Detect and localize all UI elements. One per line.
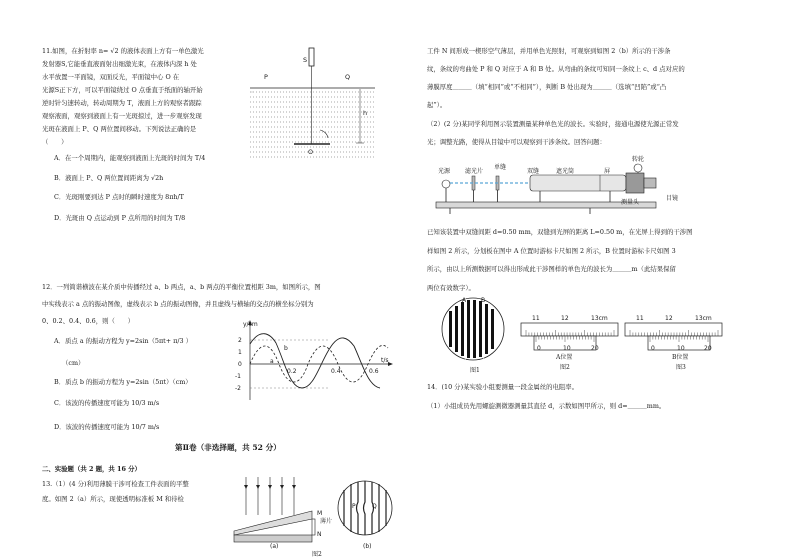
section-subtitle: 二、实验题（共 2 题，共 16 分） xyxy=(42,465,141,473)
q12-graph-xlabel: t/s xyxy=(381,357,389,364)
apparatus-diagram xyxy=(430,156,690,216)
q12-graph-ytick: -1 xyxy=(235,373,241,380)
q12-wave-graph xyxy=(230,318,400,403)
right-line5: （2）(2 分)某同学利用图示装置测量某种单色光的波长。实验时，接通电源使光源正常发 xyxy=(427,120,679,128)
q11-option-c: C．光斑刚要到达 P 点时的瞬时速度为 8πh/T xyxy=(54,193,184,201)
q12-line2: 中实线表示 a 点的振动图像，虚线表示 b 点的振动图像，并且虚线与横轴的交点的横坐标分别为 xyxy=(42,300,314,308)
q12-graph-xtick: 0.2 xyxy=(287,368,297,375)
right-line4: 起”）。 xyxy=(427,101,447,109)
right-line2: 纹，条纹的弯曲处 P 和 Q 对应于 A 和 B 处。从弯曲的条纹可知同一条纹上 c、d 点对应的 xyxy=(427,65,685,73)
q14-line: 14．(10 分)某实验小组要测量一段金属丝的电阻率。 xyxy=(427,383,579,391)
apparatus-label-filter: 滤光片 xyxy=(465,168,484,175)
vernier-a-vtick: 10 xyxy=(563,345,571,352)
vernier-a-label: A位置 xyxy=(556,354,573,361)
apparatus-label-eyepiece: 目镜 xyxy=(666,195,679,202)
vernier-b-tick: 12 xyxy=(665,315,673,322)
q11-option-d: D．光斑由 Q 点运动到 P 点所用的时间为 T/8 xyxy=(54,214,186,222)
vernier-a-vtick: 0 xyxy=(537,345,541,352)
right-line9: 所示，由以上所测数据可以得出形成此干涉图样的单色光的波长为＿＿＿m（此结果保留 xyxy=(427,265,676,273)
q13-fig-caption-b: (b) xyxy=(363,543,372,550)
apparatus-label-screen: 屏 xyxy=(604,168,611,175)
vernier-a-tick: 11 xyxy=(532,315,540,322)
q13-fig-label-p: P xyxy=(352,503,356,510)
vernier-b-tick: 11 xyxy=(636,315,644,322)
right-line1: 工件 N 间形成一楔形空气薄层，并用单色光照射，可观察到如图 2（b）所示的干涉条 xyxy=(427,47,671,55)
q13-line1: 13.（1）(4 分)利用薄膜干涉可检查工件表面的平整 xyxy=(42,480,189,488)
q12-option-a-unit: （cm） xyxy=(62,359,85,367)
q12-graph-ytick: 2 xyxy=(238,337,242,344)
q11-line3: 水平放置一平面镜，双面反光，平面镜中心 O 在 xyxy=(42,73,180,81)
vernier-b-label: B位置 xyxy=(672,354,689,361)
q12-graph-label-b: b xyxy=(284,345,288,352)
vernier-a-tick: 13cm xyxy=(591,315,608,322)
right-line8: 样如图 2 所示，分划板在图中 A 位置时游标卡尺如图 2 所示，B 位置时游标卡尺如图 3 xyxy=(427,247,676,255)
q11-figure xyxy=(250,42,385,167)
fringe-label-a: A xyxy=(462,297,467,304)
q12-graph-ytick: -2 xyxy=(235,385,241,392)
section-title: 第Ⅱ卷（非选择题，共 52 分） xyxy=(175,443,281,452)
fringe-label-b: B xyxy=(481,297,486,304)
right-line7: 已知该装置中双缝间距 d=0.50 mm，双缝到光屏的距离 L=0.50 m，在光屏上得到的干涉图 xyxy=(427,228,693,236)
q11-option-a: A．在一个周期内，能观察到液面上光斑的时间为 T/4 xyxy=(54,154,206,162)
q11-fig-label-o: O xyxy=(308,148,314,156)
q12-line1: 12．一列简谐横波在某介质中传播经过 a、b 两点，a、b 两点的平衡位置相距 3m，如图所示，图 xyxy=(42,283,321,291)
vernier-b-vtick: 0 xyxy=(651,345,655,352)
q12-graph-label-a: a xyxy=(270,358,274,365)
apparatus-label-tube: 遮光筒 xyxy=(556,168,575,175)
q12-option-d: D．该波的传播速度可能为 10/7 m/s xyxy=(54,423,160,431)
vernier-a-tick: 12 xyxy=(561,315,569,322)
vernier-a-caption: 图2 xyxy=(560,364,570,371)
apparatus-label-wheel: 转轮 xyxy=(632,156,645,163)
q11-fig-label-h: h xyxy=(363,109,368,117)
right-line10: 两位有效数字）。 xyxy=(427,284,475,292)
q11-line5: 逆时针匀速转动，转动周期为 T，液面上方的观察者跟踪 xyxy=(42,99,202,107)
q13-line2: 度。如图 2（a）所示，现使透明标准板 M 和待检 xyxy=(42,495,184,503)
right-line6: 光；调整光路，使得从目镜中可以观察到干涉条纹。回答问题： xyxy=(427,138,606,146)
apparatus-label-double-slit: 双缝 xyxy=(527,168,540,175)
q11-fig-label-s: S xyxy=(303,56,308,64)
vernier-b-vtick: 10 xyxy=(677,345,685,352)
q11-line1: 11.如图，在折射率 n= √2 的液体表面上方有一单色激光 xyxy=(42,47,204,55)
q14-sub1: （1）小组成员先用螺旋测微器测量其直径 d，示数如图甲所示，则 d=＿＿＿mm。 xyxy=(427,402,666,410)
apparatus-label-single-slit: 单缝 xyxy=(494,164,507,171)
vernier-b-vtick: 20 xyxy=(704,345,712,352)
q12-option-b: B．质点 b 的振动方程为 y=2sin（5πt）（cm） xyxy=(54,378,192,386)
q13-fig-label-q: Q xyxy=(372,503,377,510)
fringe-pattern-figure xyxy=(440,296,506,362)
q12-graph-xtick: 0.6 xyxy=(369,368,379,375)
q12-option-a: A．质点 a 的振动方程为 y=2sin（5πt+ π/3 ） xyxy=(54,337,192,345)
q12-graph-ylabel: y/cm xyxy=(243,321,258,328)
q11-fig-label-p: P xyxy=(264,73,268,81)
apparatus-label-head: 测量头 xyxy=(621,199,640,206)
q11-line7: 光斑在液面上 P、Q 两位置间移动。下列说法正确的是 xyxy=(42,125,197,133)
q11-line6: 观察液面，观察到液面上有一光斑掠过，进一步观察发现 xyxy=(42,112,202,120)
q12-graph-xtick: 0.4 xyxy=(331,368,341,375)
q11-line4: 光源S正下方，可以平面镜绕过 O 点垂直于纸面的轴开始 xyxy=(42,86,203,94)
right-line3: 薄膜厚度＿＿＿（填“相同”或“不相同”），判断 B 处出现为＿＿＿（选填“凹陷”或“凸 xyxy=(427,83,667,91)
fringe-caption: 图1 xyxy=(470,367,480,374)
q12-graph-ytick: 0 xyxy=(238,361,242,368)
q12-line3: 0、0.2、0.4、0.6，则（ ） xyxy=(42,317,135,325)
vernier-b-caption: 图3 xyxy=(676,364,686,371)
q13-figure-a xyxy=(228,475,328,545)
vernier-a-vtick: 20 xyxy=(591,345,599,352)
q11-line2: 发射器S,它能垂直液面射出细激光束，在液体内深 h 处 xyxy=(42,60,197,68)
q13-fig-caption-a: (a) xyxy=(270,543,279,550)
q13-fig-label-m: M xyxy=(317,510,323,517)
q13-figure-b xyxy=(335,478,395,540)
q13-fig-label-n: N xyxy=(317,531,322,538)
q12-graph-ytick: 1 xyxy=(238,349,242,356)
apparatus-label-source: 光源 xyxy=(438,168,451,175)
q13-fig-label-piece: 薄片 xyxy=(320,518,333,525)
q11-paren: （ ） xyxy=(42,138,68,146)
q11-option-b: B．液面上 P、Q 两位置间距离为 √2h xyxy=(54,174,164,182)
q11-fig-label-q: Q xyxy=(345,73,351,81)
vernier-b-tick: 13cm xyxy=(695,315,712,322)
q12-option-c: C．该波的传播速度可能为 10/3 m/s xyxy=(54,399,160,407)
q13-fig-caption: 图2 xyxy=(312,551,322,558)
